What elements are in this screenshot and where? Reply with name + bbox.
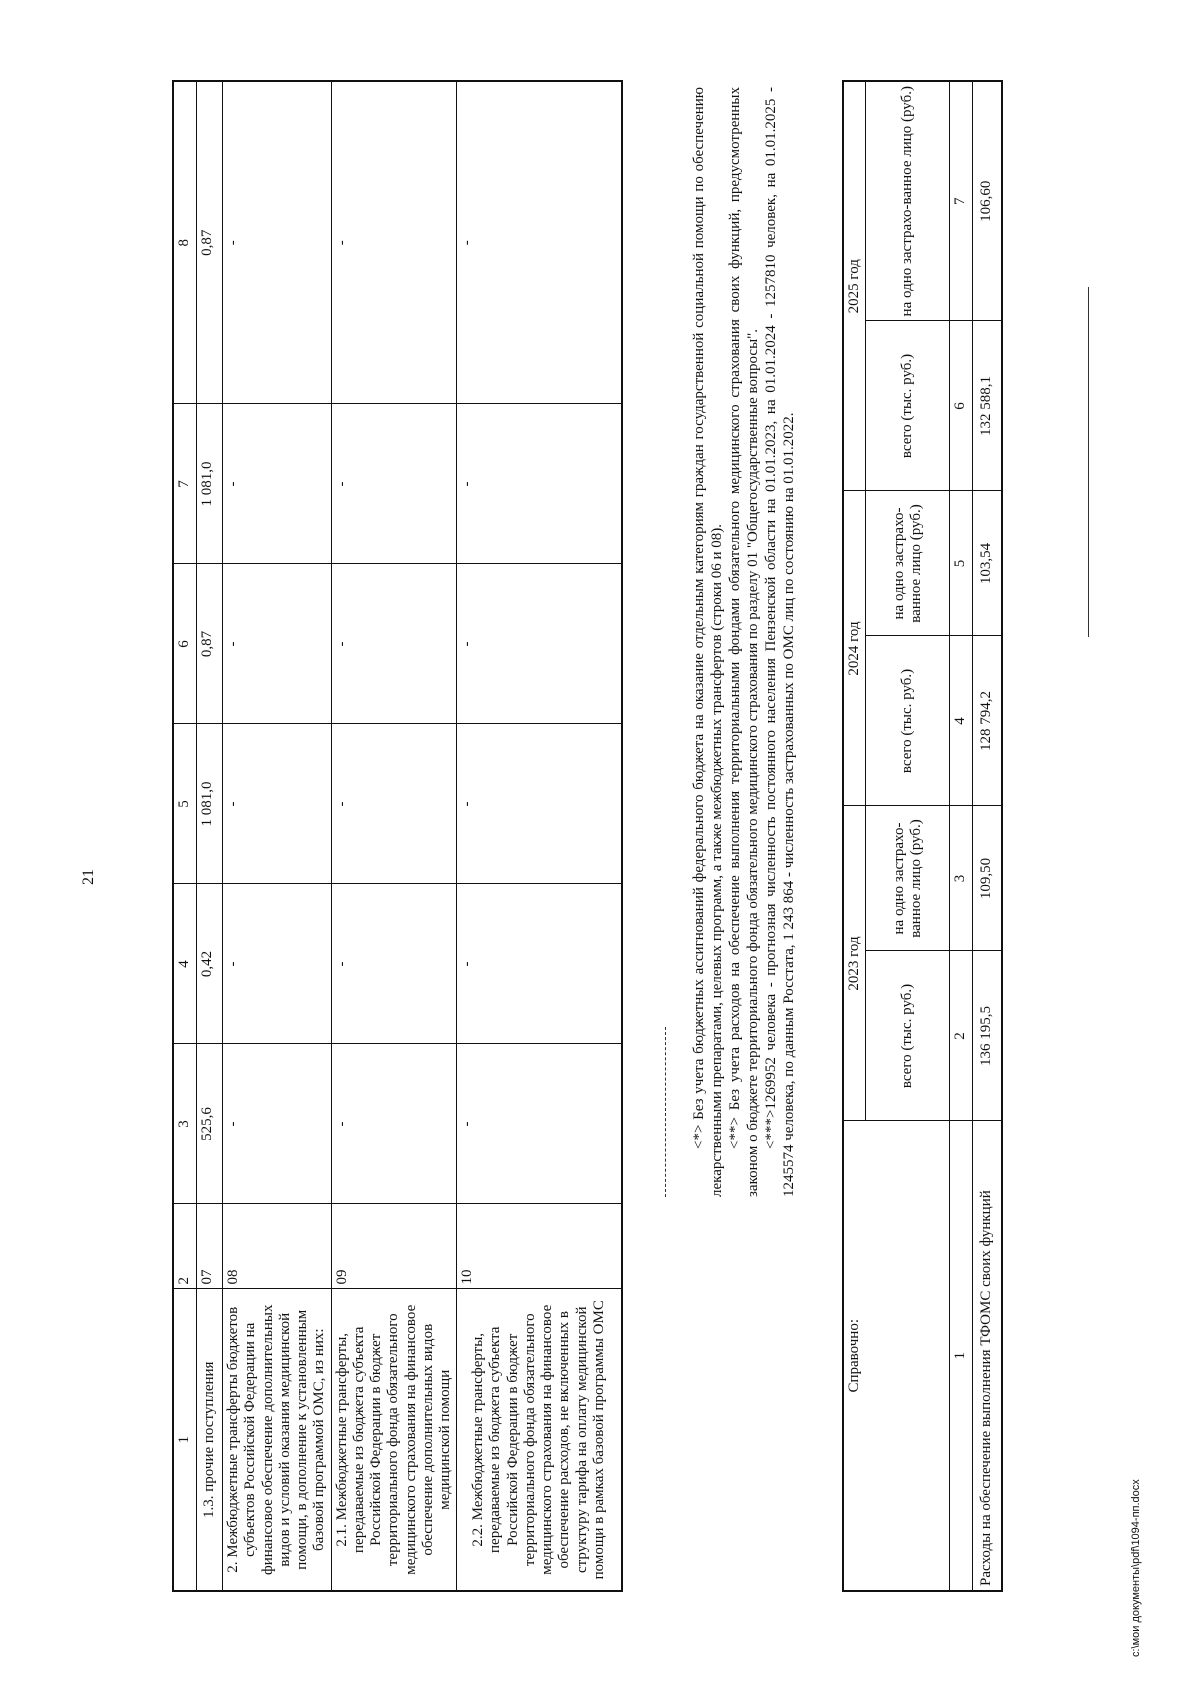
col-num: 4 — [950, 636, 972, 806]
subheader-per-person: на одно застрахо-ванное лицо (руб.) — [866, 806, 950, 951]
year-header: 2025 год — [843, 81, 866, 491]
column-number-row — [950, 81, 972, 1591]
cell-value: - — [331, 404, 457, 564]
footnote-1: <*> Без учета бюджетных ассигнований федерального бюджета на оказание отдельным категориям граждан государственной социальной помощи по обеспечению лекарственными препаратами, целевых программ, а также межбюджетных трансфертов (строки 06 и 08). — [691, 87, 725, 1197]
row-name: 2.2. Межбюджетные трансферты, передаваемые из бюджета субъекта Российской Федерации в бюджет территориального фонда обязательного медицинского страхования на финансовое обеспечение расходов, не включенных в структуру тарифа на оплату медицинской помощи в рамках базовой программы ОМС — [457, 1289, 622, 1591]
file-path: c:\мои документы\pdf\1094-пп.docx — [1130, 1479, 1142, 1657]
row-name: 1.3. прочие поступления — [197, 1289, 223, 1591]
cell-value: 1 081,0 — [197, 404, 223, 564]
footnotes — [690, 87, 798, 1197]
cell-value: - — [457, 884, 622, 1044]
cell-value: 109,50 — [972, 806, 1002, 951]
row-name: Расходы на обеспечение выполнения ТФОМС своих функций — [972, 1121, 1002, 1591]
subheader-total: всего (тыс. руб.) — [866, 321, 950, 491]
cell-value: - — [457, 81, 622, 404]
col-num: 8 — [173, 81, 197, 404]
reference-table — [842, 80, 1003, 1592]
col-num: 2 — [950, 951, 972, 1121]
income-table — [172, 80, 623, 1592]
cell-value: 132 588,1 — [972, 321, 1002, 491]
footnote-2: <**> Без учета расходов на обеспечение выполнения территориальными фондами обязательного медицинского страхования своих функций, предусмотренных законом о бюджете территориального фонда обязательного медицинского страхования по разделу 01 "Общегосударственные вопросы". — [727, 87, 761, 1197]
subheader-per-person: на одно застрахо-ванное лицо (руб.) — [866, 491, 950, 636]
cell-value: - — [457, 1044, 622, 1204]
row-name: 2. Межбюджетные трансферты бюджетов субъектов Российской Федерации на финансовое обеспечение дополнительных видов и условий оказания медицинской помощи, в дополнение к установленным базовой программой ОМС, из них: — [223, 1289, 332, 1591]
col-num: 5 — [950, 491, 972, 636]
cell-value: - — [331, 1044, 457, 1204]
cell-value: - — [457, 724, 622, 884]
table-row — [331, 81, 457, 1591]
subheader-total: всего (тыс. руб.) — [866, 636, 950, 806]
row-code: 07 — [197, 1204, 223, 1289]
col-num: 7 — [173, 404, 197, 564]
cell-value: - — [223, 81, 332, 404]
col-num: 6 — [173, 564, 197, 724]
cell-value: 525,6 — [197, 1044, 223, 1204]
cell-value: 103,54 — [972, 491, 1002, 636]
page-number: 21 — [80, 869, 97, 885]
cell-value: - — [331, 884, 457, 1044]
col-num: 6 — [950, 321, 972, 491]
subheader-per-person: на одно застрахо-ванное лицо (руб.) — [866, 81, 950, 321]
subheader-total: всего (тыс. руб.) — [866, 951, 950, 1121]
col-num: 2 — [173, 1204, 197, 1289]
year-row — [843, 81, 866, 1591]
row-name: 2.1. Межбюджетные трансферты, передаваемые из бюджета субъекта Российской Федерации в бюджет территориального фонда обязательного медицинского страхования на финансовое обеспечение дополнительных видов медицинской помощи — [331, 1289, 457, 1591]
cell-value: - — [331, 81, 457, 404]
footnote-divider — [665, 1027, 666, 1197]
cell-value: 0,42 — [197, 884, 223, 1044]
table-row — [972, 81, 1002, 1591]
footnote-3: <***>1269952 человека - прогнозная численность постоянного населения Пензенской области на 01.01.2023, на 01.01.2024 - 1257810 человек, на 01.01.2025 - 1245574 человека, по данным Росстата, 1 243 864 - численность застрахованных по ОМС лиц по состоянию на 01.01.2022. — [763, 87, 797, 1197]
cell-value: 0,87 — [197, 81, 223, 404]
row-code: 10 — [457, 1204, 622, 1289]
cell-value: 128 794,2 — [972, 636, 1002, 806]
cell-value: - — [223, 564, 332, 724]
cell-value: - — [331, 724, 457, 884]
row-code: 08 — [223, 1204, 332, 1289]
bottom-divider — [1088, 287, 1089, 637]
column-number-row — [173, 81, 197, 1591]
table-row — [223, 81, 332, 1591]
col-num: 3 — [173, 1044, 197, 1204]
col-num: 1 — [173, 1289, 197, 1591]
cell-value: - — [223, 404, 332, 564]
table-row — [457, 81, 622, 1591]
cell-value: - — [223, 1044, 332, 1204]
cell-value: 1 081,0 — [197, 724, 223, 884]
cell-value: 106,60 — [972, 81, 1002, 321]
col-num: 3 — [950, 806, 972, 951]
col-num: 7 — [950, 81, 972, 321]
col-num: 4 — [173, 884, 197, 1044]
table-row — [197, 81, 223, 1591]
cell-value: - — [457, 404, 622, 564]
row-code: 09 — [331, 1204, 457, 1289]
cell-value: - — [457, 564, 622, 724]
reference-caption: Справочно: — [843, 1121, 950, 1591]
col-num: 1 — [950, 1121, 972, 1591]
cell-value: - — [223, 884, 332, 1044]
col-num: 5 — [173, 724, 197, 884]
cell-value: 136 195,5 — [972, 951, 1002, 1121]
year-header: 2023 год — [843, 806, 866, 1121]
cell-value: - — [223, 724, 332, 884]
cell-value: - — [331, 564, 457, 724]
cell-value: 0,87 — [197, 564, 223, 724]
year-header: 2024 год — [843, 491, 866, 806]
